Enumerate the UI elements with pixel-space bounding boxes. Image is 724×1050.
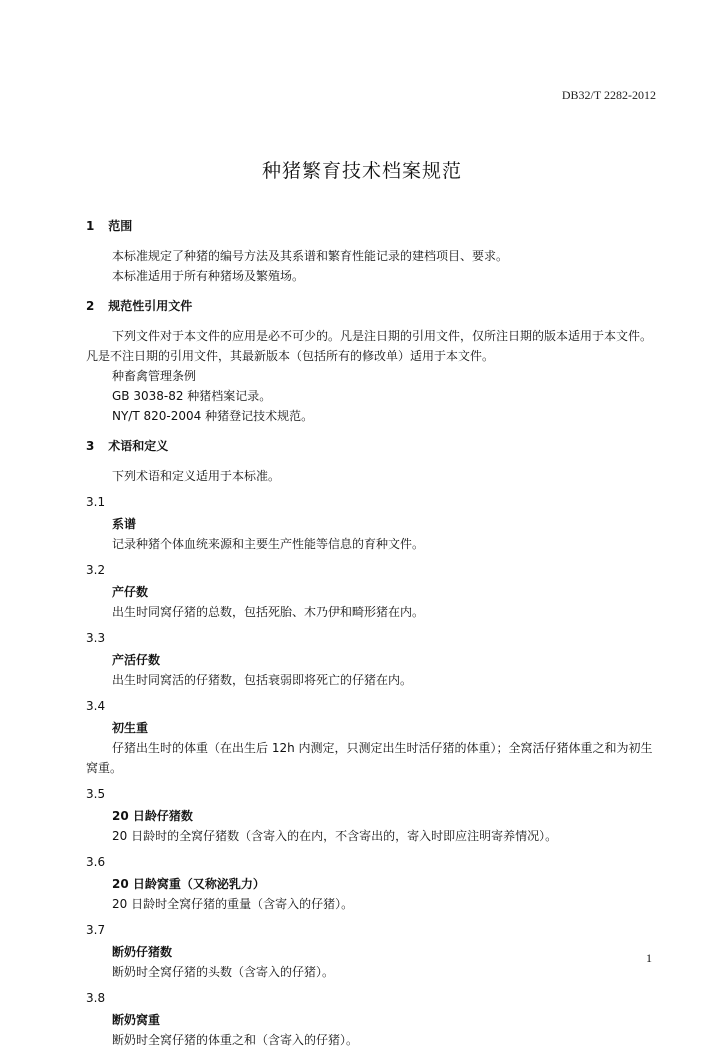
page-number: 1	[646, 951, 652, 965]
section-title: 范围	[108, 219, 133, 233]
term-number: 3.8	[86, 991, 106, 1005]
paragraph: 下列文件对于本文件的应用是必不可少的。凡是注日期的引用文件，仅所注日期的版本适用于本文件。凡是不注日期的引用文件，其最新版本（包括所有的修改单）适用于本文件。	[86, 329, 653, 363]
reference-item: 种畜禽管理条例	[112, 369, 197, 383]
paragraph: 本标准适用于所有种猪场及繁殖场。	[112, 269, 305, 283]
term-name: 产活仔数	[112, 653, 161, 667]
term-number: 3.7	[86, 923, 106, 937]
section-number: 3	[86, 439, 95, 453]
term-name: 断奶窝重	[112, 1013, 161, 1027]
section-number: 2	[86, 299, 95, 313]
term-name: 系谱	[112, 517, 137, 531]
term-name: 20 日龄仔猪数	[112, 809, 193, 823]
term-number: 3.5	[86, 787, 106, 801]
section-number: 1	[86, 219, 95, 233]
term-definition: 记录种猪个体血统来源和主要生产性能等信息的育种文件。	[112, 537, 425, 551]
term-definition: 断奶时全窝仔猪的头数（含寄入的仔猪）。	[112, 965, 335, 979]
reference-item: GB 3038-82 种猪档案记录。	[112, 389, 272, 403]
term-number: 3.4	[86, 699, 106, 713]
term-number: 3.2	[86, 563, 106, 577]
standard-code: DB32/T 2282-2012	[561, 88, 656, 102]
section-title: 术语和定义	[108, 439, 169, 453]
document-title: 种猪繁育技术档案规范	[261, 160, 462, 182]
term-definition: 仔猪出生时的体重（在出生后 12h 内测定，只测定出生时活仔猪的体重）；全窝活仔猪体重之和为初生窝重。	[86, 741, 653, 775]
term-definition: 出生时同窝仔猪的总数，包括死胎、木乃伊和畸形猪在内。	[112, 605, 425, 619]
term-number: 3.1	[86, 495, 106, 509]
paragraph: 下列术语和定义适用于本标准。	[112, 469, 281, 483]
document-body	[86, 216, 660, 1050]
term-definition: 断奶时全窝仔猪的体重之和（含寄入的仔猪）。	[112, 1033, 359, 1047]
term-definition: 20 日龄时的全窝仔猪数（含寄入的在内，不含寄出的，寄入时即应注明寄养情况）。	[112, 829, 558, 843]
section-heading	[86, 216, 660, 236]
term-name: 初生重	[112, 721, 149, 735]
term-definition: 20 日龄时全窝仔猪的重量（含寄入的仔猪）。	[112, 897, 354, 911]
term-name: 断奶仔猪数	[112, 945, 173, 959]
reference-item: NY/T 820-2004 种猪登记技术规范。	[112, 409, 314, 423]
section-title: 规范性引用文件	[108, 299, 193, 313]
term-name: 产仔数	[112, 585, 149, 599]
term-definition: 出生时同窝活的仔猪数，包括衰弱即将死亡的仔猪在内。	[112, 673, 413, 687]
paragraph: 本标准规定了种猪的编号方法及其系谱和繁育性能记录的建档项目、要求。	[112, 249, 509, 263]
term-number: 3.6	[86, 855, 106, 869]
term-number: 3.3	[86, 631, 106, 645]
section-heading	[86, 436, 660, 456]
term-name: 20 日龄窝重（又称泌乳力）	[112, 877, 265, 891]
section-heading	[86, 296, 660, 316]
